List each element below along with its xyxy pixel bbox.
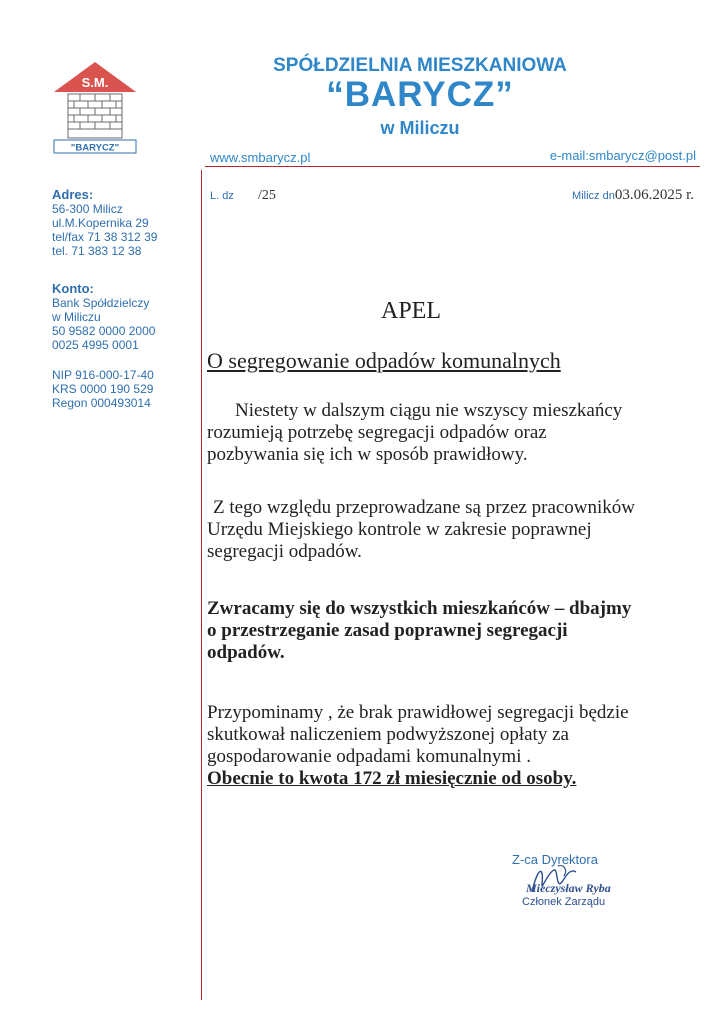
- paragraph-line: Urzędu Miejskiego kontrole w zakresie poprawnej: [207, 519, 592, 540]
- paragraph-3: [207, 598, 703, 664]
- signature-block: [508, 852, 648, 908]
- signature-position: Członek Zarządu: [522, 896, 606, 908]
- margin-rule: [201, 170, 202, 1000]
- paragraph-line: segregacji odpadów.: [207, 541, 362, 562]
- coop-city: w Miliczu: [380, 118, 460, 138]
- paragraph-line: Niestety w dalszym ciągu nie wszyscy mieszkańcy: [235, 400, 623, 421]
- header-rule: [205, 166, 700, 167]
- paragraph-line: Przypominamy , że brak prawidłowej segregacji będzie: [207, 702, 629, 723]
- paragraph-line: rozumieją potrzebę segregacji odpadów oraz: [207, 422, 547, 443]
- date-line: [572, 186, 694, 204]
- address-line: 56-300 Milicz: [52, 202, 123, 216]
- paragraph-line: o przestrzeganie zasad poprawnej segregacji: [207, 620, 568, 641]
- account-line: w Miliczu: [52, 310, 101, 324]
- krs-number: KRS 0000 190 529: [52, 382, 154, 396]
- nip-number: NIP 916-000-17-40: [52, 368, 154, 382]
- account-line: 0025 4995 0001: [52, 338, 139, 352]
- logo-name: "BARYCZ": [70, 142, 120, 154]
- document-title: APEL: [381, 298, 441, 324]
- signature-name: Mieczysław Ryba: [526, 881, 611, 895]
- address-line: ul.M.Kopernika 29: [52, 216, 149, 230]
- coop-brand: “BARYCZ”: [326, 75, 514, 114]
- address-label: Adres:: [52, 187, 94, 202]
- paragraph-line: odpadów.: [207, 642, 285, 663]
- paragraph-line: gospodarowanie odpadami komunalnymi .: [207, 746, 531, 767]
- paragraph-line: skutkował naliczeniem podwyższonej opłaty za: [207, 724, 569, 745]
- registry-block: [52, 368, 154, 410]
- paragraph-line: Z tego względu przeprowadzane są przez pracowników: [213, 497, 636, 518]
- housing-coop-logo: [50, 60, 140, 155]
- account-block: [52, 282, 155, 352]
- fee-notice: Obecnie to kwota 172 zł miesięcznie od osoby.: [207, 768, 577, 789]
- date-value: 03.06.2025 r.: [614, 187, 694, 203]
- address-line: tel. 71 383 12 38: [52, 244, 142, 258]
- website-link[interactable]: www.smbarycz.pl: [210, 150, 311, 165]
- address-block: [52, 188, 157, 258]
- account-line: Bank Spółdzielczy: [52, 296, 150, 310]
- document-subject: O segregowanie odpadów komunalnych: [207, 348, 561, 373]
- address-line: tel/fax 71 38 312 39: [52, 230, 158, 244]
- paragraph-line: pozbywania się ich w sposób prawidłowy.: [207, 444, 528, 465]
- regon-number: Regon 000493014: [52, 396, 151, 410]
- reference-number: /25: [258, 188, 276, 203]
- paragraph-4: [207, 702, 703, 790]
- date-label: Milicz dn: [572, 190, 615, 202]
- paragraph-line: Zwracamy się do wszystkich mieszkańców – dbajmy: [207, 598, 632, 619]
- logo-abbr: S.M.: [81, 75, 109, 90]
- email-link[interactable]: e-mail:smbarycz@post.pl: [549, 148, 696, 163]
- coop-name: SPÓŁDZIELNIA MIESZKANIOWA: [273, 55, 567, 76]
- account-label: Konto:: [52, 281, 94, 296]
- signature-title: Z-ca Dyrektora: [512, 852, 598, 867]
- reference-label: L. dz: [210, 190, 234, 202]
- account-line: 50 9582 0000 2000: [52, 324, 156, 338]
- paragraph-1: [207, 400, 703, 466]
- paragraph-2: [207, 497, 703, 563]
